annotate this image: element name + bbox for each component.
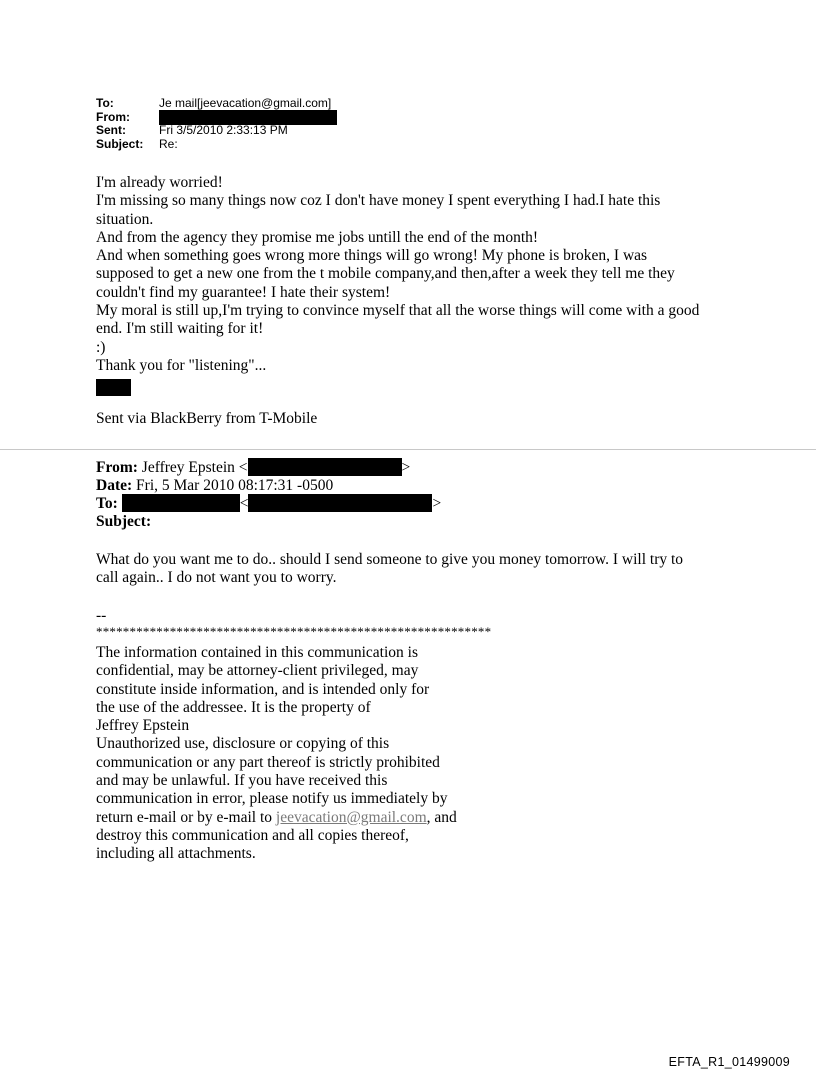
signature-redaction [96, 379, 131, 396]
message-line: end. I'm still waiting for it! [96, 320, 264, 338]
quoted-from-label: From: [96, 459, 138, 476]
message-line: Thank you for "listening"... [96, 356, 267, 374]
disclaimer [96, 644, 496, 864]
message-body [96, 174, 736, 375]
disclaimer-return-line [96, 809, 496, 827]
message-line: I'm already worried! [96, 174, 223, 191]
message-line: My moral is still up,I'm trying to convince myself that all the worse things will come with a good [96, 302, 700, 320]
quoted-from-name: Jeffrey Epstein < [141, 459, 248, 476]
quoted-to-label: To: [96, 495, 118, 512]
disclaimer-line: communication in error, please notify us immediately by [96, 790, 448, 808]
document-id: EFTA_R1_01499009 [668, 1055, 790, 1069]
subject-value: Re: [159, 136, 178, 151]
message-line: supposed to get a new one from the t mobile company,and then,after a week they tell me they [96, 265, 675, 283]
to-row [96, 97, 337, 111]
quoted-from-row [96, 459, 441, 477]
disclaimer-line: confidential, may be attorney-client privileged, may [96, 662, 419, 680]
message-line: I'm missing so many things now coz I don't have money I spent everything I had.I hate this [96, 192, 661, 210]
disclaimer-line: Unauthorized use, disclosure or copying of this [96, 735, 390, 753]
divider [0, 449, 816, 450]
redaction-block [248, 494, 432, 512]
quoted-line: What do you want me to do.. should I send someone to give you money tomorrow. I will try to [96, 551, 684, 568]
quoted-message-body [96, 551, 736, 588]
quoted-date-value: Fri, 5 Mar 2010 08:17:31 -0500 [136, 477, 334, 494]
subject-row [96, 138, 337, 152]
message-line: situation. [96, 210, 154, 228]
message-line: couldn't find my guarantee! I hate their system! [96, 283, 391, 301]
message-line: And from the agency they promise me jobs untill the end of the month! [96, 228, 539, 246]
to-value: Je mail[jeevacation@gmail.com] [159, 96, 332, 110]
disclaimer-line: the use of the addressee. It is the property of [96, 698, 371, 716]
disclaimer-line: constitute inside information, and is intended only for [96, 680, 430, 698]
redaction-block [248, 458, 402, 476]
quoted-subject-label: Subject: [96, 513, 152, 530]
angle-bracket: > [401, 459, 411, 476]
from-row [96, 111, 337, 125]
quoted-to-row [96, 495, 441, 513]
disclaimer-line: communication or any part thereof is strictly prohibited [96, 753, 440, 771]
disclaimer-line: including all attachments. [96, 845, 256, 863]
sent-value: Fri 3/5/2010 2:33:13 PM [159, 123, 288, 137]
to-label: To: [96, 96, 114, 110]
signature-dashes: -- [96, 607, 107, 624]
angle-bracket: > [432, 495, 442, 512]
quoted-date-row [96, 477, 441, 495]
return-prefix: return e-mail or by e-mail to [96, 808, 276, 826]
email-header [96, 97, 337, 151]
message-line: And when something goes wrong more things will go wrong! My phone is broken, I was [96, 247, 648, 265]
return-suffix: , and [426, 808, 457, 826]
quoted-line: call again.. I do not want you to worry. [96, 569, 337, 587]
quoted-date-label: Date: [96, 477, 133, 494]
angle-bracket: < [239, 495, 249, 512]
redaction-block [122, 494, 240, 512]
email-link[interactable]: jeevacation@gmail.com [275, 808, 427, 826]
disclaimer-line: destroy this communication and all copies thereof, [96, 826, 409, 844]
disclaimer-line: The information contained in this communication is [96, 644, 418, 661]
disclaimer-line: and may be unlawful. If you have received this [96, 772, 388, 790]
quoted-subject-row [96, 513, 441, 531]
disclaimer-line: Jeffrey Epstein [96, 717, 190, 735]
asterisk-separator: *********************************************************** [96, 624, 492, 639]
sent-row [96, 124, 337, 138]
message-line: :) [96, 338, 106, 356]
subject-label: Subject: [96, 136, 144, 151]
quoted-header [96, 459, 441, 531]
from-label: From: [96, 109, 130, 124]
sent-via-line: Sent via BlackBerry from T-Mobile [96, 410, 318, 427]
sent-label: Sent: [96, 123, 126, 137]
